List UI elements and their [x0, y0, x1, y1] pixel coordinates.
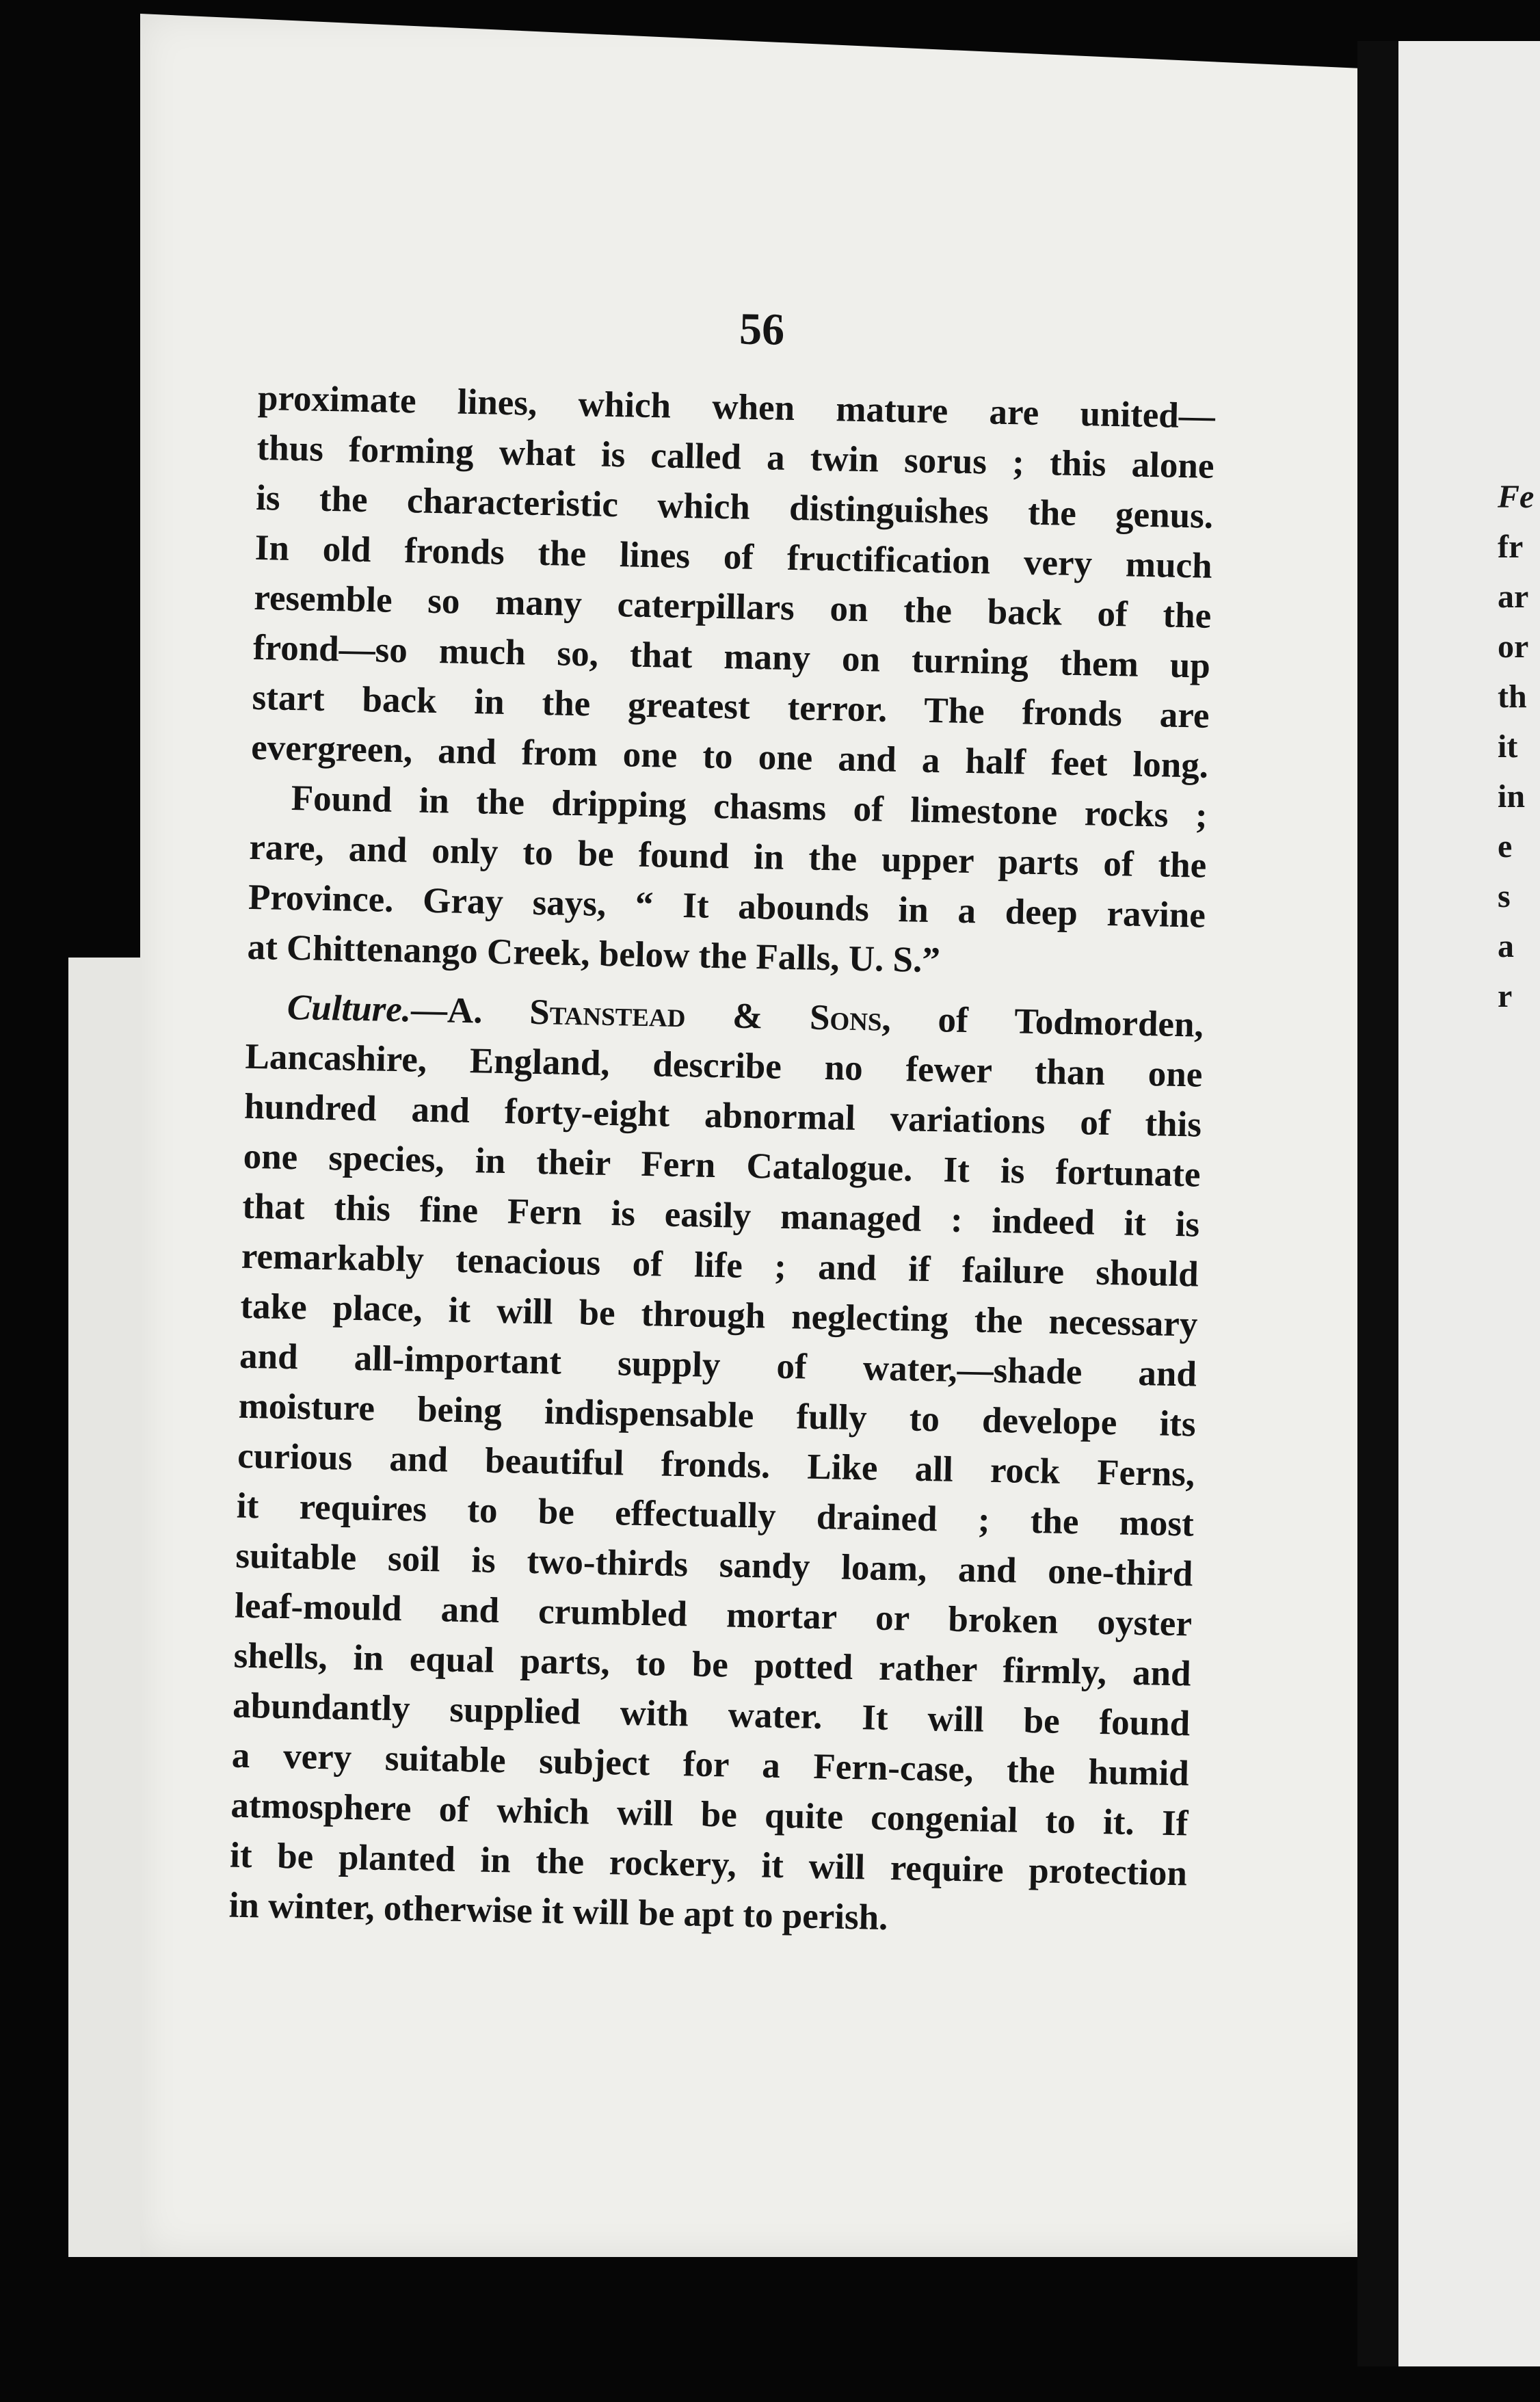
page-text [228, 294, 1217, 1949]
facing-fragment: e [1498, 828, 1513, 865]
habitat-paragraph [247, 773, 1208, 991]
facing-page-fragments [1498, 472, 1534, 1021]
text-line: resemble so many caterpillars on the back of the [253, 577, 1212, 636]
book-gutter [1357, 41, 1398, 2366]
text-line: Found in the dripping chasms of limestone rocks ; [291, 778, 1208, 836]
culture-first-line-rest: , of Todmorden, [881, 999, 1204, 1045]
text-line: evergreen, and from one to one and a half feet long. [250, 727, 1209, 786]
text-line: one species, in their Fern Catalogue. It is fortunate [243, 1136, 1202, 1195]
text-line: that this fine Fern is easily managed : indeed it is [241, 1186, 1200, 1245]
text-line: curious and beautiful fronds. Like all rock Ferns, [237, 1436, 1195, 1494]
text-line: thus forming what is called a twin sorus ; this alone [256, 427, 1214, 486]
facing-fragment: ar [1498, 579, 1529, 615]
text-line: Lancashire, England, describe no fewer than one [245, 1036, 1203, 1095]
text-line: it be planted in the rockery, it will require protection [229, 1835, 1188, 1894]
text-line: hundred and forty-eight abnormal variations of this [243, 1086, 1202, 1145]
text-line: is the characteristic which distinguishes the genus. [255, 477, 1214, 536]
text-line: shells, in equal parts, to be potted rather firmly, and [233, 1635, 1192, 1694]
facing-fragment: fr [1498, 529, 1524, 565]
text-line: suitable soil is two-thirds sandy loam, and one-third [235, 1535, 1193, 1594]
text-line: atmosphere of which will be quite congenial to it. If [230, 1785, 1189, 1844]
text-line: at Chittenango Creek, below the Falls, U. S.” [247, 927, 941, 981]
text-line: it requires to be effectually drained ; the most [236, 1486, 1195, 1544]
text-line: moisture being indispensable fully to develope its [238, 1386, 1197, 1444]
facing-fragment: Fe [1498, 479, 1535, 515]
text-line: remarkably tenacious of life ; and if failure should [241, 1236, 1199, 1295]
facing-fragment: or [1498, 629, 1529, 665]
description-paragraph [251, 373, 1216, 791]
text-line: abundantly supplied with water. It will be found [232, 1685, 1191, 1744]
facing-fragment: th [1498, 678, 1527, 715]
facing-fragment: a [1498, 928, 1514, 964]
page-edge [68, 958, 144, 2257]
text-line: Province. Gray says, “ It abounds in a deep ravine [248, 877, 1206, 936]
culture-paragraph [228, 982, 1204, 1949]
text-line: start back in the greatest terror. The fronds are [252, 677, 1210, 736]
page-number: 56 [739, 304, 785, 355]
text-line: In old fronds the lines of fructification very much [254, 527, 1213, 586]
text-line: rare, and only to be found in the upper parts of the [248, 827, 1207, 886]
text-line: and all-important supply of water,—shade and [239, 1336, 1197, 1395]
right-page-edge [1398, 41, 1540, 2366]
facing-fragment: it [1498, 728, 1518, 765]
text-line: a very suitable subject for a Fern-case, the humid [231, 1735, 1190, 1794]
text-line: in winter, otherwise it will be apt to perish. [228, 1885, 888, 1938]
culture-first-line: Culture.—A. Stanstead & Sons, of Todmorden, [287, 987, 1204, 1045]
text-line: frond—so much so, that many on turning them up [252, 627, 1211, 686]
culture-heading: Culture. [287, 987, 412, 1030]
text-line: proximate lines, which when mature are united— [257, 378, 1216, 436]
culture-author: A. Stanstead & Sons [447, 990, 883, 1039]
text-line: leaf-mould and crumbled mortar or broken oyster [234, 1585, 1193, 1644]
facing-fragment: r [1498, 978, 1513, 1014]
text-line: take place, it will be through neglecting the necessary [240, 1286, 1198, 1345]
facing-fragment: in [1498, 778, 1526, 815]
facing-fragment: s [1498, 878, 1511, 914]
